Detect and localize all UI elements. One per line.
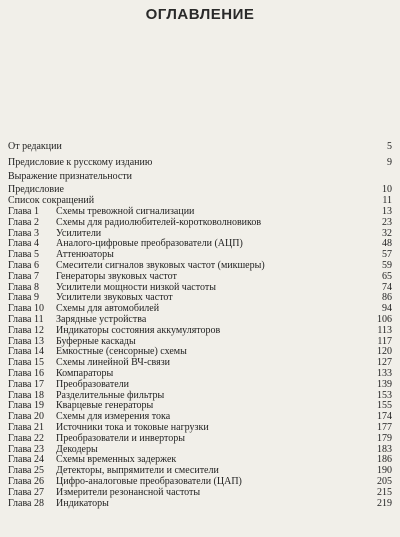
toc-entry-title: Схемы для измерения тока (56, 411, 171, 423)
toc-entry-title: Измерители резонансной частоты (56, 486, 201, 498)
toc-page-number: 215 (377, 486, 392, 498)
toc-page-number: 86 (382, 292, 392, 304)
toc-chapter-row (8, 326, 392, 337)
toc-page-number: 174 (377, 411, 392, 423)
toc-page-number: 113 (377, 324, 392, 336)
toc-chapter-label: Глава 5 (8, 249, 39, 261)
toc-chapter-label: Глава 22 (8, 432, 44, 444)
toc-page-number: 133 (377, 367, 392, 379)
page-title: ОГЛАВЛЕНИЕ (145, 6, 255, 23)
toc-page-number: 139 (377, 378, 392, 390)
toc-chapter-label: Глава 24 (8, 454, 44, 466)
toc-entry-title: Схемы линейной ВЧ-связи (56, 357, 171, 369)
toc-entry-title: Список сокращений (8, 195, 95, 207)
toc-page-number: 57 (382, 249, 392, 261)
toc-page-number: 117 (377, 335, 392, 347)
toc-page-number: 155 (377, 400, 392, 412)
toc-entry-title: Предисловие к русскому изданию (8, 156, 153, 168)
toc-chapter-label: Глава 4 (8, 238, 39, 250)
toc-entry-title: Усилители (56, 227, 102, 239)
toc-chapter-label: Глава 26 (8, 475, 44, 487)
toc-chapter-label: Глава 6 (8, 259, 39, 271)
toc-chapter-row (8, 380, 392, 391)
table-of-contents (8, 142, 392, 509)
toc-entry-title: Генераторы звуковых частот (56, 270, 177, 282)
toc-page-number: 23 (382, 216, 392, 228)
toc-chapter-label: Глава 10 (8, 303, 44, 315)
toc-page-number: 177 (377, 421, 392, 433)
toc-chapter-label: Глава 2 (8, 216, 39, 228)
toc-chapter-label: Глава 9 (8, 292, 39, 304)
toc-entry-title: Источники тока и токовые нагрузки (56, 421, 209, 433)
toc-chapter-label: Глава 11 (8, 313, 44, 325)
toc-entry-title: Декодеры (56, 443, 98, 455)
toc-page-number: 120 (377, 346, 392, 358)
toc-chapter-label: Глава 12 (8, 324, 44, 336)
toc-page-number: 48 (382, 238, 392, 250)
toc-entry-title: Выражение признательности (8, 170, 132, 182)
toc-entry-title: Индикаторы состояния аккумуляторов (56, 324, 221, 336)
toc-page-number: 59 (382, 259, 392, 271)
toc-chapter-label: Глава 20 (8, 411, 44, 423)
toc-entry-title: Буферные каскады (56, 335, 136, 347)
toc-entry-title: Смесители сигналов звуковых частот (микшеры) (56, 259, 265, 271)
toc-chapter-label: Глава 15 (8, 357, 44, 369)
toc-page-number: 5 (387, 141, 392, 152)
toc-entry-title: Кварцевые генераторы (56, 400, 154, 412)
toc-chapter-row (8, 272, 392, 283)
toc-front-item (8, 158, 392, 169)
toc-page-number: 10 (382, 184, 392, 196)
toc-chapter-label: Глава 28 (8, 497, 44, 509)
toc-entry-title: Усилители звуковых частот (56, 292, 173, 304)
toc-chapter-label: Глава 8 (8, 281, 39, 293)
toc-chapter-label: Глава 23 (8, 443, 44, 455)
toc-page-number: 65 (382, 270, 392, 282)
toc-entry-title: Аттенюаторы (56, 249, 114, 261)
toc-entry-title: Предисловие (8, 184, 64, 196)
toc-front-item (8, 172, 392, 183)
toc-entry-title: Схемы временных задержек (56, 454, 177, 466)
toc-page-number: 153 (377, 389, 392, 401)
toc-page-number: 190 (377, 465, 392, 477)
toc-chapter-label: Глава 16 (8, 367, 44, 379)
toc-page-number: 186 (377, 454, 392, 466)
toc-page-number: 127 (377, 357, 392, 369)
toc-chapter-label: Глава 1 (8, 205, 39, 217)
toc-entry-title: Емкостные (сенсорные) схемы (56, 346, 187, 358)
toc-page-number: 13 (382, 205, 392, 217)
toc-chapter-label: Глава 25 (8, 465, 44, 477)
toc-chapter-label: Глава 17 (8, 378, 44, 390)
toc-entry-title: Компараторы (56, 367, 114, 379)
toc-page-number: 205 (377, 475, 392, 487)
toc-chapter-label: Глава 18 (8, 389, 44, 401)
toc-entry-title: Схемы для автомобилей (56, 303, 160, 315)
toc-page-number: 11 (382, 195, 392, 207)
toc-chapter-label: Глава 13 (8, 335, 44, 347)
toc-entry-title: Индикаторы (56, 497, 109, 509)
toc-page-number: 74 (382, 281, 392, 293)
toc-chapter-label: Глава 19 (8, 400, 44, 412)
toc-entry-title: Схемы для радиолюбителей-коротковолновиков (56, 216, 262, 228)
toc-chapter-row (8, 218, 392, 229)
toc-page-number: 183 (377, 443, 392, 455)
toc-entry-title: Детекторы, выпрямители и смесители (56, 465, 219, 477)
toc-page-number: 94 (382, 303, 392, 315)
toc-page-number: 219 (377, 497, 392, 509)
toc-front-item (8, 142, 392, 153)
toc-entry-title: Цифро-аналоговые преобразователи (ЦАП) (56, 475, 242, 487)
toc-page-number: 9 (387, 156, 392, 168)
toc-chapter-label: Глава 27 (8, 486, 44, 498)
toc-entry-title: От редакции (8, 141, 62, 152)
toc-chapter-label: Глава 21 (8, 421, 44, 433)
toc-entry-title: Преобразователи (56, 378, 129, 390)
toc-entry-title: Разделительные фильтры (56, 389, 165, 401)
toc-entry-title: Преобразователи и инверторы (56, 432, 185, 444)
toc-entry-title: Усилители мощности низкой частоты (56, 281, 216, 293)
toc-chapter-label: Глава 7 (8, 270, 39, 282)
toc-entry-title: Зарядные устройства (56, 313, 147, 325)
toc-chapter-row (8, 434, 392, 445)
toc-chapter-label: Глава 14 (8, 346, 44, 358)
toc-entry-title: Аналого-цифровые преобразователи (АЦП) (56, 238, 243, 250)
toc-page-number: 32 (382, 227, 392, 239)
toc-page-number: 179 (377, 432, 392, 444)
toc-chapter-row (8, 488, 392, 499)
toc-chapter-row (8, 499, 392, 510)
toc-entry-title: Схемы тревожной сигнализации (56, 205, 195, 217)
toc-chapter-label: Глава 3 (8, 227, 39, 239)
toc-page-number: 106 (377, 313, 392, 325)
